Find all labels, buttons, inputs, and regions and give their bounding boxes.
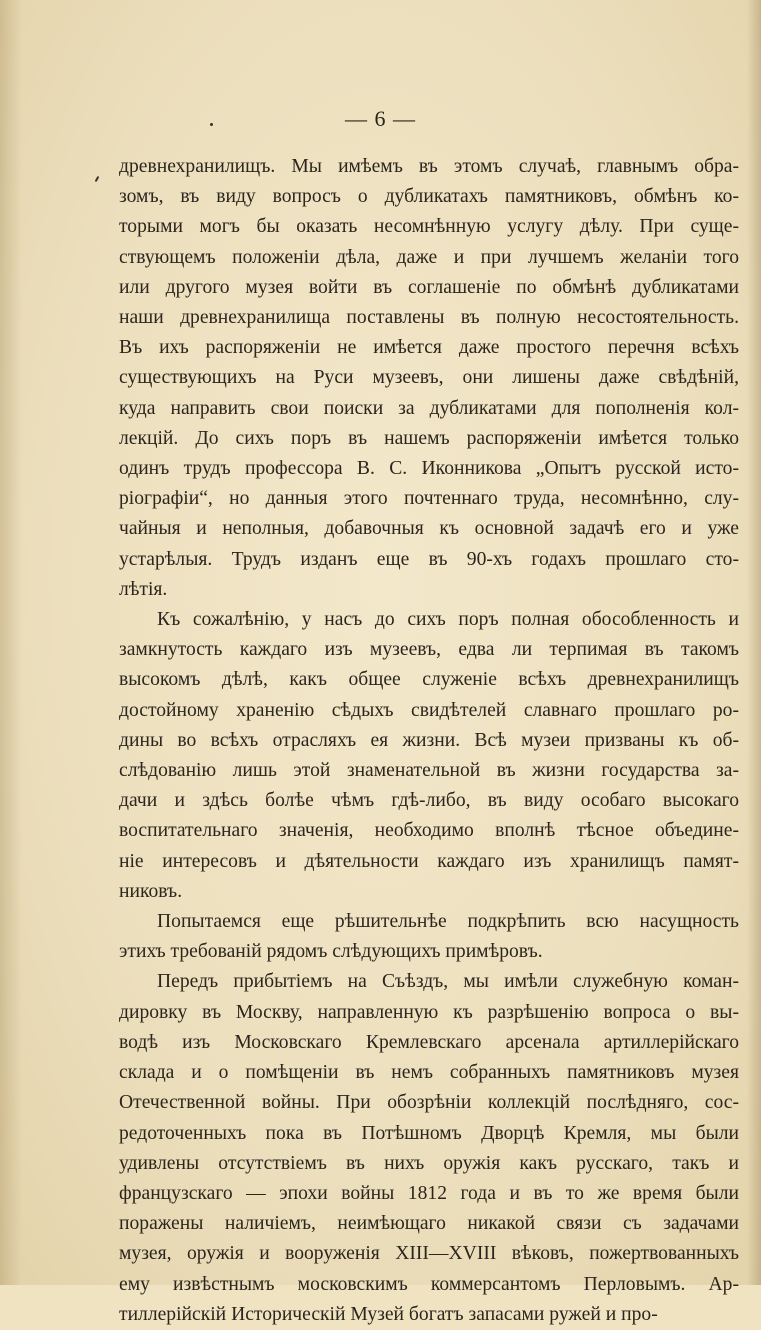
print-speck [95,176,100,182]
text-line: наши древнехранилища поставлены въ полную несостоятельность. [119,307,739,329]
text-line: тиллерійскій Историческій Музей богатъ запасами ружей и про- [119,1303,658,1325]
text-line: Отечественной войны. При обозрѣніи коллекцій послѣдняго, сос- [119,1092,739,1114]
text-line: замкнутость каждаго изъ музеевъ, едва ли терпимая въ такомъ [119,639,739,661]
text-line: поражены наличіемъ, неимѣющаго никакой связи съ задачами [119,1213,739,1235]
text-line: устарѣлыя. Трудъ изданъ еще въ 90-хъ годахъ прошлаго сто- [119,548,739,570]
text-line: одинъ трудъ профессора В. С. Иконникова „Опытъ русской исто- [119,458,739,480]
print-speck [210,123,213,126]
text-line: Къ сожалѣнію, у насъ до сихъ поръ полная обособленность и [157,609,739,631]
text-line: воспитательнаго значенія, необходимо вполнѣ тѣсное объедине- [119,820,739,842]
text-line: торыми могъ бы оказать несомнѣнную услугу дѣлу. При суще- [119,216,739,238]
text-line: чайныя и неполныя, добавочныя къ основной задачѣ его и уже [119,518,739,540]
text-line: этихъ требованій рядомъ слѣдующихъ примѣровъ. [119,941,543,963]
text-line: редоточенныхъ пока въ Потѣшномъ Дворцѣ Кремля, мы были [119,1122,739,1144]
text-line: слѣдованію лишь этой знаменательной въ жизни государства за- [119,760,739,782]
body-text [119,152,739,1330]
text-line: дины во всѣхъ отрасляхъ ея жизни. Всѣ музеи призваны къ об- [119,729,739,751]
paragraph [119,907,739,967]
text-line: ему извѣстнымъ московскимъ коммерсантомъ Перловымъ. Ар- [119,1273,739,1295]
text-line: лекцій. До сихъ поръ въ нашемъ распоряженіи имѣется только [119,427,739,449]
text-line: Передъ прибытіемъ на Съѣздъ, мы имѣли служебную коман- [157,971,739,993]
text-line: древнехранилищъ. Мы имѣемъ въ этомъ случаѣ, главнымъ обра- [119,156,739,177]
text-line: удивлены отсутствіемъ въ нихъ оружія какъ русскаго, такъ и [119,1152,739,1174]
text-line: Въ ихъ распоряженіи не имѣется даже простого перечня всѣхъ [119,337,739,359]
text-line: куда направить свои поиски за дубликатами для пополненія кол- [119,397,739,419]
text-line: достойному храненію сѣдыхъ свидѣтелей славнаго прошлаго ро- [119,699,739,721]
text-line: существующихъ на Руси музеевъ, они лишены даже свѣдѣній, [119,367,739,389]
page-number: — 6 — [345,106,416,131]
text-line: или другого музея войти въ соглашеніе по обмѣнѣ дубликатами [119,276,739,298]
text-line: высокомъ дѣлѣ, какъ общее служеніе всѣхъ древнехранилищъ [119,669,739,691]
text-line: никовъ. [119,880,183,902]
text-line: музея, оружія и вооруженія XIII—XVIII вѣковъ, пожертвованныхъ [119,1243,739,1265]
text-line: ніе интересовъ и дѣятельности каждаго изъ хранилищъ памят- [119,850,739,872]
text-line: ріографіи“, но данныя этого почтеннаго труда, несомнѣнно, слу- [119,488,739,510]
text-line: водѣ изъ Московскаго Кремлевскаго арсенала артиллерійскаго [119,1031,739,1053]
text-line: Попытаемся еще рѣшительнѣе подкрѣпить всю насущность [157,911,739,933]
text-line: лѣтія. [119,578,168,600]
text-line: дачи и здѣсь болѣе чѣмъ гдѣ-либо, въ виду особаго высокаго [119,790,739,812]
text-line: дировку въ Москву, направленную къ разрѣшенію вопроса о вы- [119,1001,739,1023]
text-line: ствующемъ положеніи дѣла, даже и при лучшемъ желаніи того [119,246,739,268]
text-line: французскаго — эпохи войны 1812 года и въ то же время были [119,1182,739,1204]
text-line: склада и о помѣщеніи въ немъ собранныхъ памятниковъ музея [119,1062,739,1084]
paragraph [119,605,739,907]
text-line: зомъ, въ виду вопросъ о дубликатахъ памятниковъ, обмѣнъ ко- [119,186,739,208]
paragraph [119,967,739,1329]
paragraph [119,152,739,605]
